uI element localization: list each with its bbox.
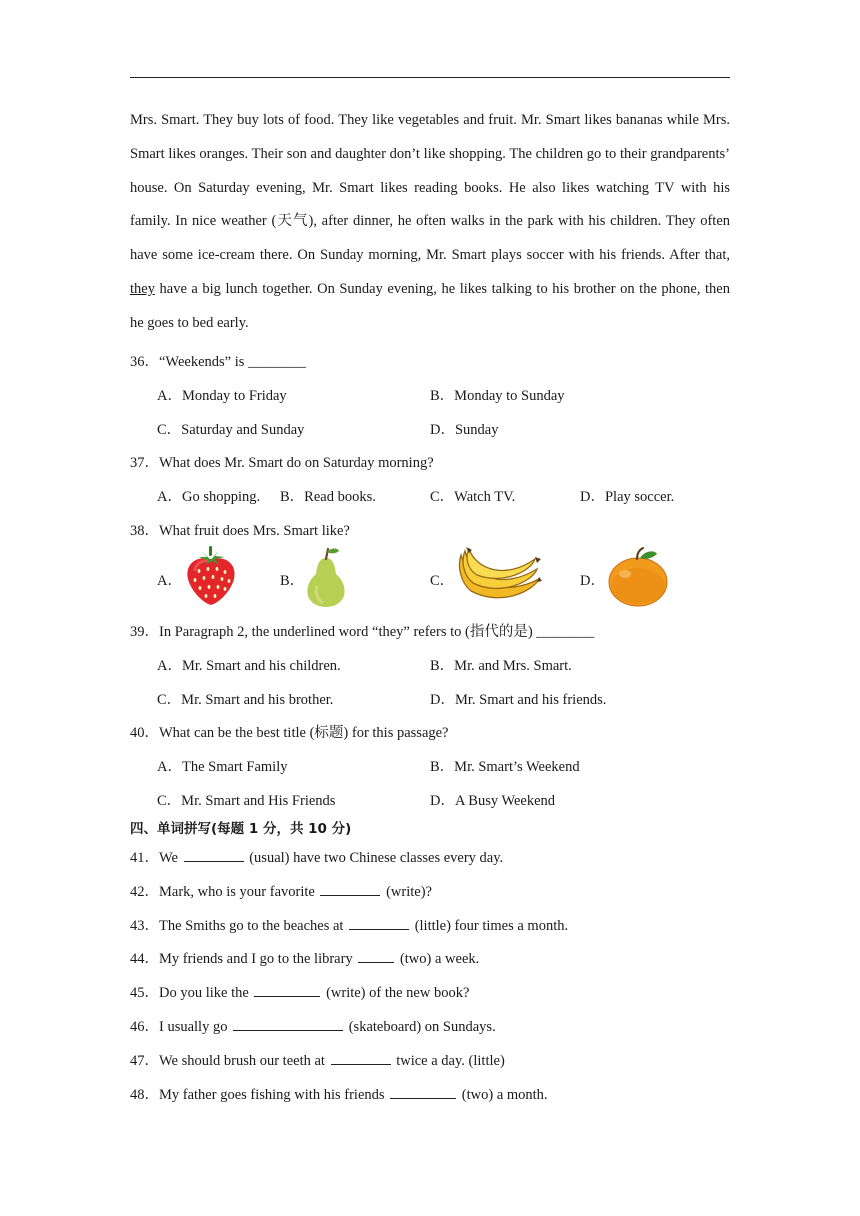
question-47: 47．We should brush our teeth at twice a day. (little) (130, 1053, 505, 1069)
q40-option-d[interactable]: D．A Busy Weekend (430, 793, 556, 809)
answer-blank[interactable] (233, 1018, 343, 1031)
question-39: 39．In Paragraph 2, the underlined word “they” refers to (指代的是) ________ (130, 624, 595, 640)
answer-blank[interactable] (184, 849, 244, 862)
answer-blank[interactable] (331, 1052, 391, 1065)
question-36: 36．“Weekends” is ________ (130, 354, 307, 370)
q36-option-b[interactable]: B．Monday to Sunday (430, 388, 565, 404)
answer-blank[interactable] (390, 1086, 456, 1099)
question-38: 38．What fruit does Mrs. Smart like? (130, 523, 350, 539)
q38-option-c[interactable]: C． (430, 573, 455, 589)
question-42: 42．Mark, who is your favorite (write)? (130, 884, 432, 900)
question-40: 40．What can be the best title (标题) for this passage? (130, 725, 449, 741)
pear-icon[interactable] (303, 546, 349, 608)
answer-blank[interactable] (254, 984, 320, 997)
q40-option-b[interactable]: B．Mr. Smart’s Weekend (430, 759, 580, 775)
q37-option-a[interactable]: A．Go shopping. (157, 489, 261, 505)
question-41: 41．We (usual) have two Chinese classes every day. (130, 850, 504, 866)
passage-text-2: have a big lunch together. On Sunday evening, he likes talking to his brother on the phone, then he goes to bed early. (130, 280, 730, 331)
q37-option-d[interactable]: D．Play soccer. (580, 489, 675, 505)
question-45: 45．Do you like the (write) of the new book? (130, 985, 470, 1001)
q38-option-a[interactable]: A． (157, 573, 182, 589)
q39-option-b[interactable]: B．Mr. and Mrs. Smart. (430, 658, 572, 674)
reading-passage (130, 104, 730, 341)
q40-option-c[interactable]: C．Mr. Smart and His Friends (157, 793, 336, 809)
orange-icon[interactable] (607, 546, 669, 608)
question-44: 44．My friends and I go to the library (two) a week. (130, 951, 480, 967)
question-48: 48．My father goes fishing with his friends (two) a month. (130, 1087, 548, 1103)
strawberry-icon[interactable] (183, 545, 239, 607)
underlined-word: they (130, 280, 155, 297)
q39-option-c[interactable]: C．Mr. Smart and his brother. (157, 692, 334, 708)
answer-blank[interactable] (349, 917, 409, 930)
q38-option-d[interactable]: D． (580, 573, 605, 589)
passage-text-1: Mrs. Smart. They buy lots of food. They like vegetables and fruit. Mr. Smart likes bananas while Mrs. Smart likes oranges. Their son and daughter don’t like shopping. The children go to their grandparents’ house. On Saturday evening, Mr. Smart likes reading books. He also likes watching TV with his family. In nice weather (天气), after dinner, he often walks in the park with his children. They often have some ice-cream there. On Sunday morning, Mr. Smart plays soccer with his friends. After that, (130, 112, 730, 264)
q39-option-d[interactable]: D．Mr. Smart and his friends. (430, 692, 607, 708)
section-title: 四、单词拼写(每题 1 分，共 10 分) (130, 821, 352, 837)
q37-option-c[interactable]: C．Watch TV. (430, 489, 516, 505)
q36-option-c[interactable]: C．Saturday and Sunday (157, 422, 305, 438)
q39-option-a[interactable]: A．Mr. Smart and his children. (157, 658, 341, 674)
banana-icon[interactable] (455, 545, 543, 607)
question-37: 37．What does Mr. Smart do on Saturday morning? (130, 455, 434, 471)
header-rule (130, 77, 730, 78)
answer-blank[interactable] (358, 950, 394, 963)
q36-option-a[interactable]: A．Monday to Friday (157, 388, 287, 404)
q36-option-d[interactable]: D．Sunday (430, 422, 499, 438)
q38-option-b[interactable]: B． (280, 573, 305, 589)
q37-option-b[interactable]: B．Read books. (280, 489, 376, 505)
question-43: 43．The Smiths go to the beaches at (little) four times a month. (130, 918, 569, 934)
answer-blank[interactable] (320, 883, 380, 896)
question-46: 46．I usually go (skateboard) on Sundays. (130, 1019, 496, 1035)
q40-option-a[interactable]: A．The Smart Family (157, 759, 288, 775)
